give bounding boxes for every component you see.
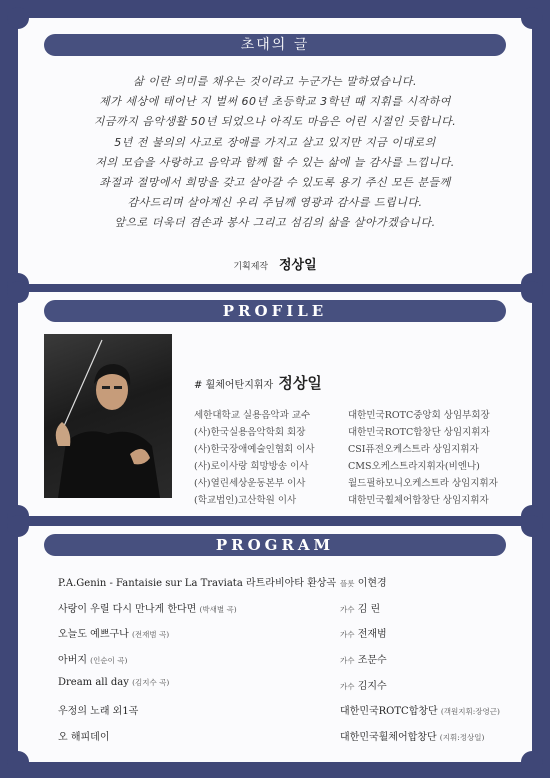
performer: 조문수: [357, 655, 387, 667]
song-title: 오 해피데이: [58, 732, 110, 744]
performer-note: (지휘:정상일): [439, 733, 485, 743]
career-item: (사)한국실용음악학회 회장: [194, 427, 306, 438]
program-list: [58, 570, 512, 750]
career-item: 대한민국ROTC중앙회 상임부회장: [348, 410, 490, 421]
career-item: 월드필하모니오케스트라 상임지휘자: [348, 478, 498, 489]
profile-panel: [18, 292, 532, 516]
signature: [18, 254, 532, 273]
program-row: [58, 698, 512, 724]
song-title: 사랑이 우릴 다시 만나게 한다면: [58, 603, 197, 615]
career-item: CSI퓨전오케스트라 상임지휘자: [348, 444, 479, 455]
letter-line: 좌절과 절망에서 희망을 갖고 살아갈 수 있도록 용기 주신 모든 분들께: [99, 176, 451, 190]
profile-heading: [194, 372, 322, 393]
letter-line: 앞으로 더욱더 겸손과 봉사 그리고 섬김의 삶을 살아가겠습니다.: [114, 216, 436, 230]
performer-prefix: 가수: [340, 681, 355, 691]
performer-prefix: 가수: [340, 656, 355, 666]
program-row: [58, 621, 512, 647]
program-row: [58, 673, 512, 699]
song-note: (김지수 곡): [132, 677, 170, 687]
performer-prefix: 가수: [340, 630, 355, 640]
performer: 대한민국휠체어합창단: [340, 732, 437, 744]
career-item: (사)열린세상운동본부 이사: [194, 478, 306, 489]
career-item: (사)한국장애예술인협회 이사: [194, 444, 315, 455]
song-note: (박새별 곡): [199, 604, 237, 614]
performer: 이현경: [357, 578, 387, 589]
performer: 김지수: [357, 680, 387, 692]
profile-role: # 휠체어탄지휘자: [194, 380, 274, 391]
performer: 김 린: [357, 603, 381, 615]
song-title: Dream all day: [58, 676, 129, 688]
program-row: [58, 647, 512, 673]
program-row: [58, 570, 512, 596]
invitation-panel: [18, 18, 532, 284]
song-title: 오늘도 예쁘구나: [58, 629, 129, 641]
career-item: 대한민국휠체어합창단 상임지휘자: [348, 495, 489, 506]
program-title: PROGRAM: [44, 534, 506, 556]
career-item: (학교법인)고산학원 이사: [194, 495, 297, 506]
performer: 전재범: [357, 629, 387, 641]
song-note: (전재범 곡): [132, 630, 170, 640]
letter-line: 감사드리며 살아계신 우리 주님께 영광과 감사를 드립니다.: [127, 196, 423, 210]
profile-career-right: [348, 407, 498, 509]
performer-prefix: 플롯: [340, 579, 355, 588]
profile-career-left: [194, 407, 315, 509]
performer: 대한민국ROTC합창단: [340, 706, 438, 718]
performer-note: (객원지휘:장영근): [440, 707, 500, 717]
letter-line: 삶 이란 의미를 채우는 것이라고 누군가는 말하였습니다.: [133, 75, 417, 88]
program-row: [58, 724, 512, 750]
letter-line: 저의 모습을 사랑하고 음악과 함께 할 수 있는 삶에 늘 감사를 느낍니다.: [95, 155, 455, 169]
song-title: P.A.Genin - Fantaisie sur La Traviata 라트라비아타 환상곡: [58, 578, 337, 589]
letter-line: 5년 전 불의의 사고로 장애를 가지고 살고 있지만 지금 이대로의: [114, 135, 436, 149]
song-title: 아버지: [58, 655, 87, 667]
letter-line: 제가 세상에 태어난 지 벌써 60년 초등학교 3학년 때 지휘를 시작하여: [99, 95, 451, 109]
program-row: [58, 596, 512, 622]
profile-title: PROFILE: [44, 300, 506, 322]
song-title: 우정의 노래 외1곡: [58, 706, 139, 718]
invitation-letter: [48, 72, 502, 234]
sign-name: 정상일: [278, 258, 317, 273]
career-item: 대한민국ROTC합창단 상임지휘자: [348, 427, 490, 438]
invitation-title: 초대의 글: [44, 34, 506, 56]
program-panel: [18, 526, 532, 762]
profile-name: 정상일: [278, 374, 322, 392]
career-item: 세한대학교 실용음악과 교수: [194, 410, 311, 421]
conductor-photo-illustration: [44, 334, 172, 498]
performer-prefix: 가수: [340, 604, 355, 614]
song-note: (인순이 곡): [90, 656, 128, 666]
letter-line: 지금까지 음악생활 50년 되었으나 아직도 마음은 어린 시절인 듯합니다.: [93, 115, 457, 129]
conductor-photo: [44, 334, 172, 498]
sign-label: 기획제작: [233, 262, 269, 272]
career-item: CMS오케스트라지휘자(비엔나): [348, 461, 480, 472]
career-item: (사)로이사랑 희망방송 이사: [194, 461, 309, 472]
